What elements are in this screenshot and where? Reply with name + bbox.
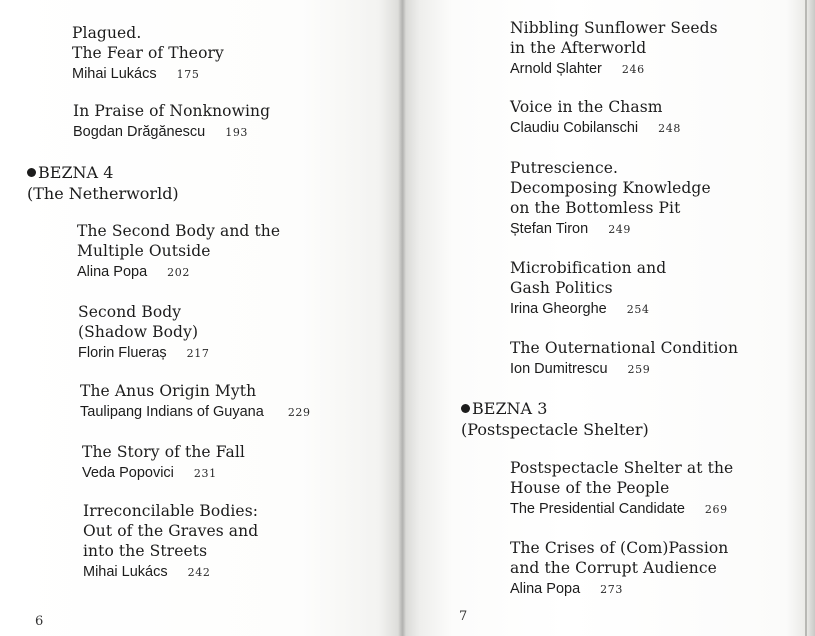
entry-page-number: 269 <box>704 503 728 516</box>
section-subtitle: (Postspectacle Shelter) <box>461 420 649 439</box>
entry-author: Arnold Șlahter <box>510 61 602 77</box>
entry-byline <box>510 359 738 379</box>
entry-author: Florin Flueraș <box>78 345 167 361</box>
entry-byline <box>510 579 728 599</box>
entry-title: Second Body (Shadow Body) <box>78 303 199 341</box>
toc-entry <box>82 442 245 483</box>
bullet-icon <box>461 404 470 413</box>
section-heading <box>461 398 649 440</box>
entry-page-number: 246 <box>621 63 645 76</box>
entry-author: Bogdan Drăgănescu <box>73 124 206 140</box>
page-number: 7 <box>459 609 468 624</box>
section-title: BEZNA 3 <box>472 399 548 418</box>
entry-author: The Presidential Candidate <box>510 501 685 517</box>
entry-author: Mihai Lukács <box>72 66 157 82</box>
right-page <box>403 0 815 636</box>
entry-page-number: 231 <box>193 467 217 480</box>
entry-author: Alina Popa <box>77 264 148 280</box>
toc-entry <box>510 538 728 599</box>
toc-entry <box>77 221 280 282</box>
entry-page-number: 193 <box>225 126 249 139</box>
toc-entry <box>510 18 718 79</box>
entry-page-number: 202 <box>167 266 190 279</box>
entry-title: Irreconcilable Bodies: Out of the Graves and into the Streets <box>83 502 259 560</box>
page-edge <box>805 0 807 636</box>
entry-byline <box>83 562 258 582</box>
entry-title: Postspectacle Shelter at the House of the People <box>510 459 734 497</box>
section-title-line <box>461 398 649 419</box>
entry-byline <box>78 343 209 363</box>
entry-byline <box>72 64 224 84</box>
section-title: BEZNA 4 <box>38 163 114 182</box>
entry-page-number: 254 <box>626 303 650 316</box>
entry-title: Plagued. The Fear of Theory <box>72 24 224 62</box>
entry-title: The Anus Origin Myth <box>80 382 257 400</box>
entry-author: Taulipang Indians of Guyana <box>80 404 264 420</box>
section-heading <box>27 162 179 204</box>
entry-title: Microbification and Gash Politics <box>510 259 667 297</box>
toc-entry <box>510 97 681 138</box>
entry-byline <box>77 262 280 282</box>
section-subtitle: (The Netherworld) <box>27 184 179 203</box>
entry-author: Mihai Lukács <box>83 564 168 580</box>
toc-entry <box>510 158 711 239</box>
entry-title: The Crises of (Com)Passion and the Corrupt Audience <box>510 539 729 577</box>
bullet-icon <box>27 168 36 177</box>
toc-entry <box>510 458 733 519</box>
entry-byline <box>80 402 311 422</box>
toc-entry <box>78 302 209 363</box>
page-number: 6 <box>35 614 44 629</box>
entry-byline <box>510 219 711 239</box>
entry-byline <box>73 122 270 142</box>
toc-entry <box>72 23 224 84</box>
entry-byline <box>510 59 718 79</box>
left-page <box>0 0 403 636</box>
entry-page-number: 242 <box>187 566 211 579</box>
entry-title: The Second Body and the Multiple Outside <box>77 222 281 260</box>
entry-page-number: 175 <box>176 68 200 81</box>
entry-title: The Story of the Fall <box>82 443 245 461</box>
toc-entry <box>83 501 258 582</box>
entry-title: Voice in the Chasm <box>510 98 663 116</box>
entry-page-number: 259 <box>627 363 651 376</box>
entry-author: Claudiu Cobilanschi <box>510 120 639 136</box>
toc-entry <box>80 381 311 422</box>
toc-entry <box>510 258 666 319</box>
entry-page-number: 249 <box>608 223 631 236</box>
entry-page-number: 229 <box>287 406 311 419</box>
book-gutter <box>398 0 406 636</box>
entry-page-number: 248 <box>658 122 681 135</box>
entry-title: In Praise of Nonknowing <box>73 102 271 120</box>
section-title-line <box>27 162 179 183</box>
entry-page-number: 273 <box>600 583 623 596</box>
entry-author: Ion Dumitrescu <box>510 361 608 377</box>
entry-byline <box>510 299 666 319</box>
entry-page-number: 217 <box>186 347 210 360</box>
entry-author: Veda Popovici <box>82 465 174 481</box>
entry-author: Alina Popa <box>510 581 581 597</box>
entry-byline <box>82 463 245 483</box>
toc-entry <box>510 338 738 379</box>
toc-entry <box>73 101 270 142</box>
entry-title: Putrescience. Decomposing Knowledge on the Bottomless Pit <box>510 159 711 217</box>
entry-title: The Outernational Condition <box>510 339 739 357</box>
entry-byline <box>510 499 733 519</box>
entry-author: Irina Gheorghe <box>510 301 607 317</box>
entry-title: Nibbling Sunflower Seeds in the Afterworld <box>510 19 718 57</box>
entry-author: Ștefan Tiron <box>510 221 589 237</box>
entry-byline <box>510 118 681 138</box>
